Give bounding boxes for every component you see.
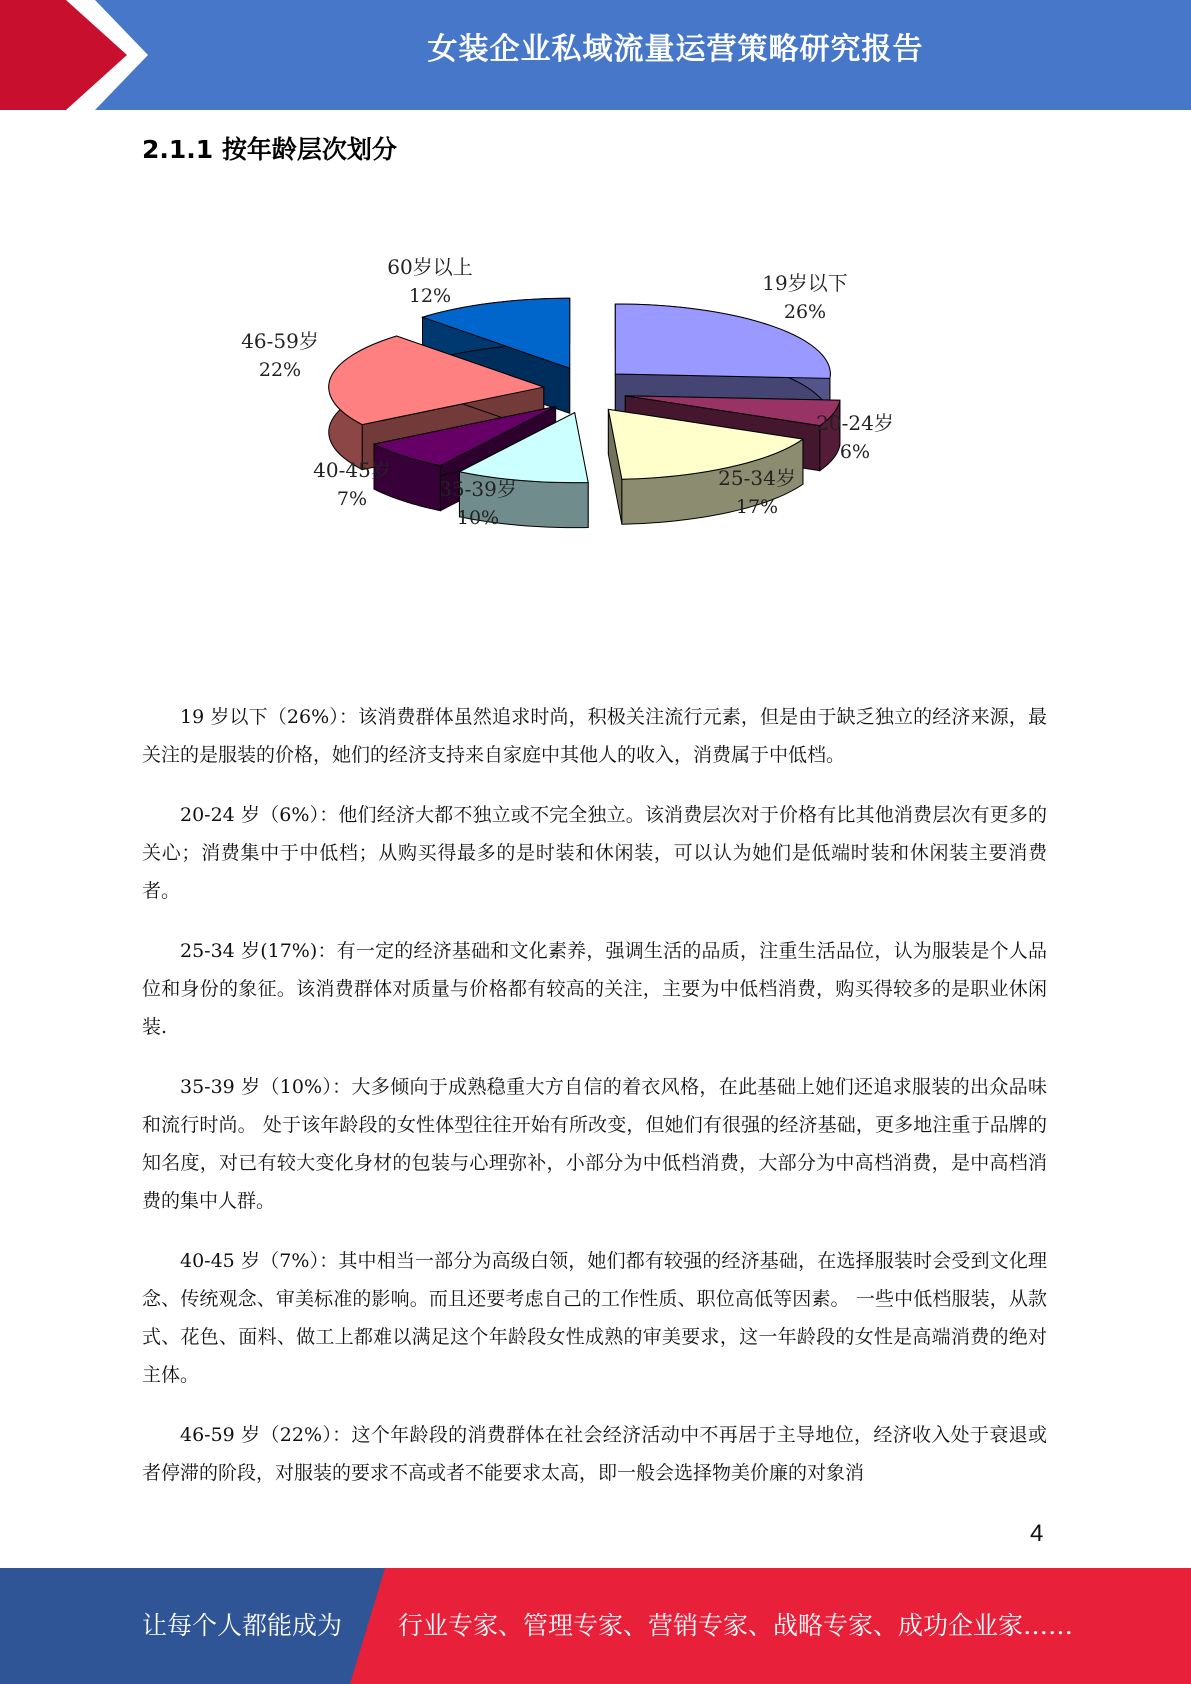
slice-percent-2: 17% bbox=[735, 496, 779, 518]
pie-chart-svg bbox=[0, 250, 1191, 590]
slice-label-6: 60岁以上 bbox=[387, 255, 473, 279]
slice-percent-4: 7% bbox=[336, 488, 368, 510]
slice-percent-0: 26% bbox=[783, 301, 827, 323]
header-banner bbox=[0, 0, 1191, 110]
slice-label-3: 35-39岁 bbox=[439, 477, 517, 501]
slice-percent-6: 12% bbox=[408, 285, 452, 307]
footer-slogan-left: 让每个人都能成为 bbox=[142, 1611, 343, 1640]
age-distribution-pie-chart bbox=[0, 250, 1191, 590]
slice-label-0: 19岁以下 bbox=[762, 271, 848, 295]
paragraph-age-20-24: 20-24 岁（6%）：他们经济大都不独立或不完全独立。该消费层次对于价格有比其他消费层次有更多的关心；消费集中于中低档；从购买得最多的是时装和休闲装，可以认为她们是低端时装和休闲装主要消费者。 bbox=[142, 804, 1047, 902]
slice-percent-3: 10% bbox=[456, 507, 500, 529]
slice-percent-5: 22% bbox=[258, 359, 302, 381]
paragraph-age-25-34: 25-34 岁(17%)：有一定的经济基础和文化素养，强调生活的品质，注重生活品位，认为服装是个人品位和身份的象征。该消费群体对质量与价格都有较高的关注，主要为中低档消费，购买得较多的是职业休闲装. bbox=[142, 940, 1047, 1038]
paragraph-age-under-19: 19 岁以下（26%）：该消费群体虽然追求时尚，积极关注流行元素，但是由于缺乏独立的经济来源，最关注的是服装的价格，她们的经济支持来自家庭中其他人的收入，消费属于中低档。 bbox=[142, 706, 1047, 766]
paragraph-age-35-39: 35-39 岁（10%）：大多倾向于成熟稳重大方自信的着衣风格，在此基础上她们还追求服装的出众品味和流行时尚。 处于该年龄段的女性体型往往开始有所改变，但她们有很强的经济基础，更多地注重于品牌的知名度，对已有较大变化身材的包装与心理弥补，小部分为中低档消费，大部分为中高档消费，是中高档消费的集中人群。 bbox=[142, 1076, 1047, 1212]
footer-banner bbox=[0, 1568, 1191, 1684]
section-title: 2.1.1 按年龄层次划分 bbox=[142, 135, 397, 164]
header-title: 女装企业私域流量运营策略研究报告 bbox=[427, 32, 924, 67]
slice-label-1: 20-24岁 bbox=[816, 411, 894, 435]
body-text bbox=[142, 698, 1047, 1514]
slice-label-4: 40-45岁 bbox=[313, 458, 391, 482]
footer-slogan-right: 行业专家、管理专家、营销专家、战略专家、成功企业家…… bbox=[398, 1611, 1074, 1640]
slice-percent-1: 6% bbox=[839, 441, 871, 463]
paragraph-age-46-59: 46-59 岁（22%）：这个年龄段的消费群体在社会经济活动中不再居于主导地位，经济收入处于衰退或者停滞的阶段，对服装的要求不高或者不能要求太高，即一般会选择物美价廉的对象消 bbox=[142, 1424, 1047, 1484]
slice-label-5: 46-59岁 bbox=[241, 329, 319, 353]
slice-label-2: 25-34岁 bbox=[718, 466, 796, 490]
page-number: 4 bbox=[1030, 1520, 1044, 1547]
paragraph-age-40-45: 40-45 岁（7%）：其中相当一部分为高级白领，她们都有较强的经济基础，在选择服装时会受到文化理念、传统观念、审美标准的影响。而且还要考虑自己的工作性质、职位高低等因素。 一些中低档服装，从款式、花色、面料、做工上都难以满足这个年龄段女性成熟的审美要求，这一年龄段的女性是高端消费的绝对主体。 bbox=[142, 1250, 1047, 1386]
